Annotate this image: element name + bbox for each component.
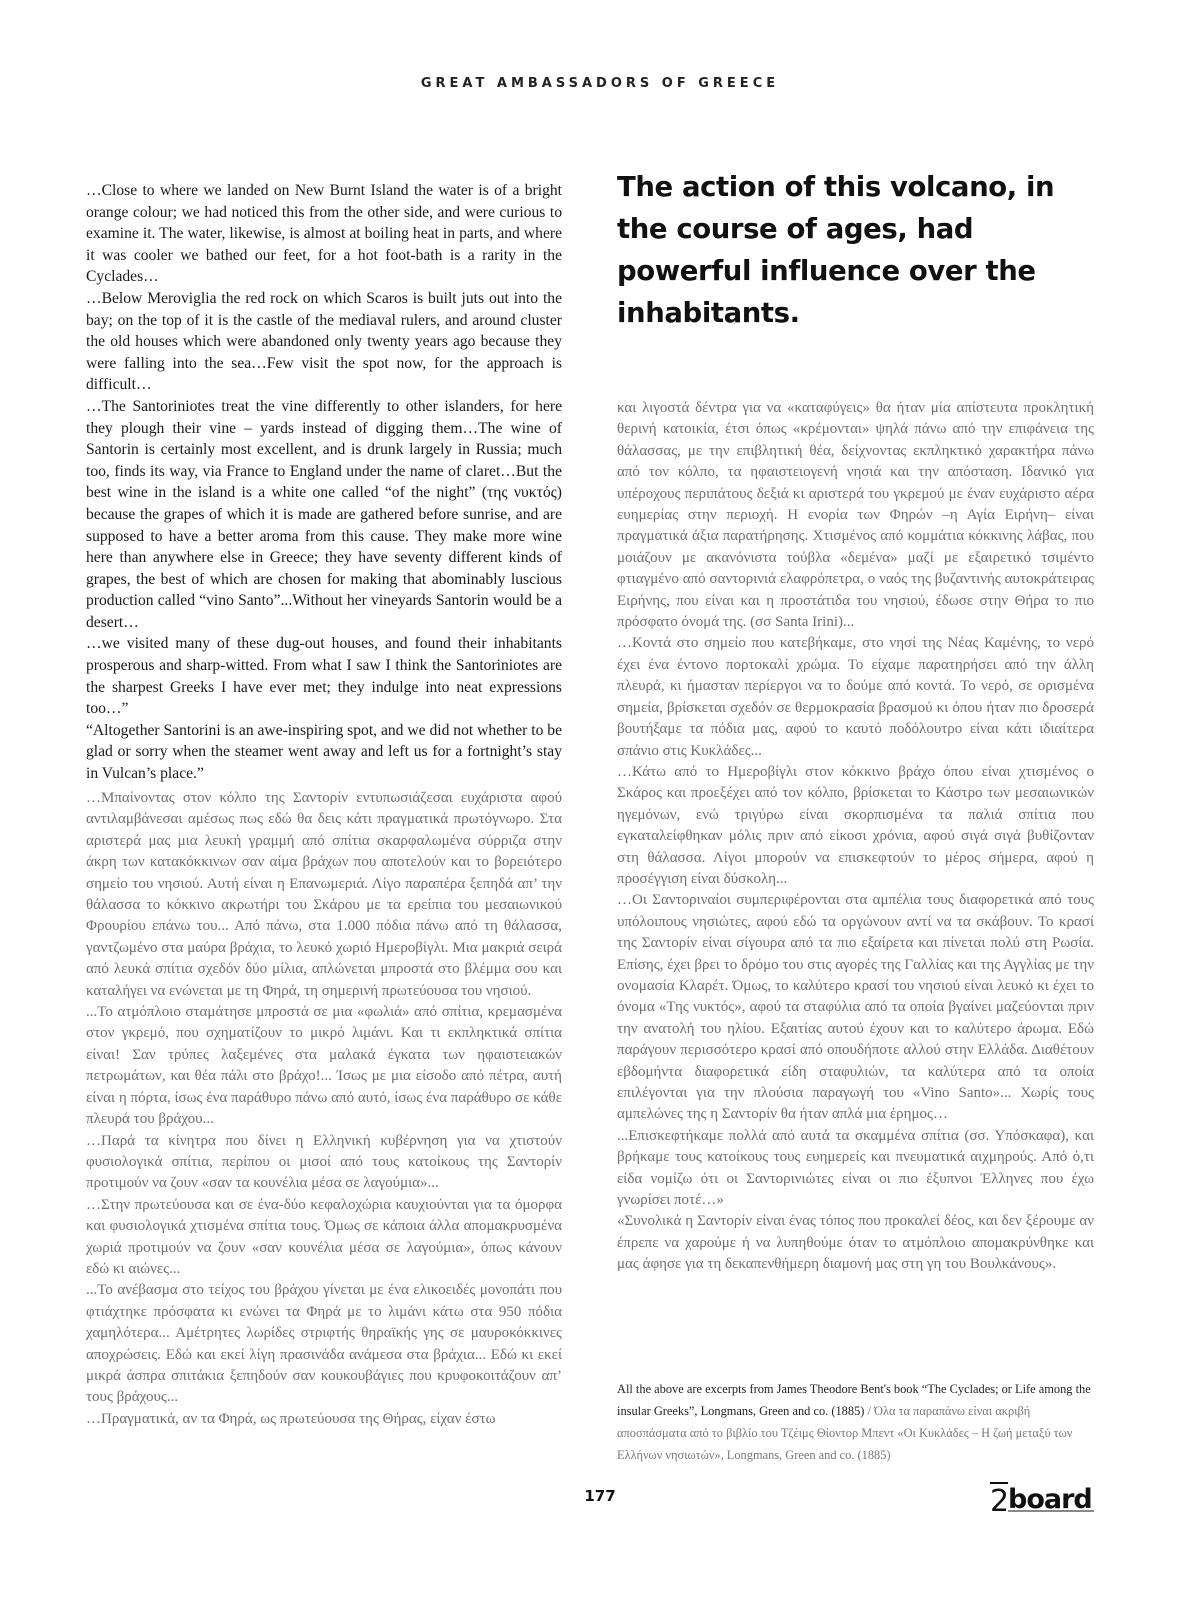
english-text-column — [86, 180, 562, 785]
running-title: GREAT AMBASSADORS OF GREECE — [420, 76, 780, 91]
greek-text-column-right — [617, 398, 1094, 1276]
2board-logo — [990, 1477, 1100, 1513]
english-paragraph: …Below Meroviglia the red rock on which Scaros is built juts out into the bay; on the top of it is the castle of the mediaval rulers, and around cluster the old houses which were abandoned only twenty years ago because they were falling into the sea…Few visit the spot now, for the approach is difficult… — [86, 289, 562, 394]
greek-paragraph: …Παρά τα κίνητρα που δίνει η Ελληνική κυβέρνηση για να χτιστούν φυσιολογικά σπίτια, περίπου οι μισοί από τους κατοίκους της Σαντορίν προτιμούν να ζουν «σαν τα κουνέλια μέσα σε λαγούμια»... — [86, 1132, 562, 1192]
greek-paragraph: …Στην πρωτεύουσα και σε ένα-δύο κεφαλοχώρια καυχιούνται για τα όμορφα και φυσιολογικά χτισμένα σπίτια τους. Όμως σε κάποια άλλα απομακρυσμένα χωριά προτιμούν να ζουν «σαν κουνέλια μέσα σε λαγούμια», όπως κάνουν εδώ κι αιώνες... — [86, 1196, 562, 1277]
pull-quote: The action of this volcano, in the course of ages, had powerful influence over the inhabitants. — [617, 171, 1055, 329]
source-footnote — [617, 1378, 1094, 1466]
footnote-greek: / Όλα τα παραπάνω είναι ακριβή αποσπάσματα από το βιβλίο του Τζέιμς Θίοντορ Μπεντ «Οι Κυκλάδες – Η ζωή μεταξύ των Ελλήνων νησιωτών», Longmans, Green and co. (1885) — [617, 1404, 1073, 1462]
greek-paragraph: ...Επισκεφτήκαμε πολλά από αυτά τα σκαμμένα σπίτια (σσ. Υπόσκαφα), και βρήκαμε τους κατοίκους τους ευημερείς και πνευματικά αιχμηρούς. Από ό,τι είδα νομίζω ότι οι Σαντορινιώτες είναι οι πιο έξυπνοι Έλληνες που έχω γνωρίσει ποτέ…» — [617, 1127, 1094, 1209]
greek-paragraph: …Κάτω από το Ημεροβίγλι στον κόκκινο βράχο όπου είναι χτισμένος ο Σκάρος και προεξέχει από τον κόλπο, βρίσκεται το Κάστρο των μεσαιωνικών ηγεμόνων, ενώ τριγύρω είναι σκορπισμένα τα παλιά σπίτια που εγκαταλείφθηκαν μόλις πριν από είκοσι χρόνια, αφού σιγά σιγά βυθίζονταν στη θάλασσα. Λίγοι μπορούν να επισκεφτούν το μέρος σήμερα, αφού η προσέγγιση είναι δύσκολη... — [617, 763, 1094, 887]
english-paragraph: …The Santoriniotes treat the vine differently to other islanders, for here they plough their vine – yards instead of digging them…The wine of Santorin is certainly most excellent, and is drunk largely in Russia; much too, finds its way, via France to England under the name of claret…But the best wine in the island is a white one called “of the night” (της νυκτός) because the grapes of which it is made are gathered before sunrise, and are supposed to have a better aroma from this cause. They make more wine here than anywhere else in Greece; they have seventy different kinds of grapes, the best of which are chosen for making that abominably luscious production called “vino Santo”...Without her vineyards Santorin would be a desert… — [86, 397, 562, 631]
logo-word: board — [1008, 1484, 1092, 1513]
english-paragraph: “Altogether Santorini is an awe-inspiring spot, and we did not whether to be glad or sorry when the steamer went away and left us for a fortnight’s stay in Vulcan’s place.” — [86, 721, 562, 783]
english-paragraph: …we visited many of these dug-out houses, and found their inhabitants prosperous and sharp-witted. From what I saw I think the Santoriniotes are the sharpest Greeks I have ever met; they indulge into neat expressions too…” — [86, 635, 562, 718]
greek-text-column-left — [86, 788, 562, 1430]
greek-paragraph: …Πραγματικά, αν τα Φηρά, ως πρωτεύουσα της Θήρας, είχαν έστω — [86, 1410, 496, 1427]
footnote-english: All the above are excerpts from James Theodore Bent's book “The Cyclades; or Life among the insular Greeks”, Longmans, Green and co. (1885) — [617, 1382, 1091, 1418]
greek-paragraph: …Κοντά στο σημείο που κατεβήκαμε, στο νησί της Νέας Καμένης, το νερό έχει ένα έντονο πορτοκαλί χρώμα. Το είχαμε παρατηρήσει από την άλλη πλευρά, κι ήμασταν περίεργοι να το δούμε από κοντά. Το νερό, σε ορισμένα σημεία, βρίσκεται σχεδόν σε θερμοκρασία βρασμού κι όπου ήταν πιο δροσερά βουτήξαμε τα πόδια μας, αφού το καυτό ποδόλουτρο είναι κάτι ιδιαίτερα σπάνιο στις Κυκλάδες... — [617, 635, 1094, 759]
greek-paragraph: ...Το ανέβασμα στο τείχος του βράχου γίνεται με ένα ελικοειδές μονοπάτι που φτιάχτηκε πρόσφατα κι ενώνει τα Φηρά με το λιμάνι κάτω στα 950 πόδια χαμηλότερα... Αμέτρητες λωρίδες στριφτής θηραϊκής γης σε μαυροκόκκινες αποχρώσεις. Εδώ και εκεί λίγη πρασινάδα ανάμεσα στα βράχια... Εδώ κι εκεί μικρά άσπρα σπιτάκια ξεπηδούν σαν κουκουβάγιες που κρυφοκοιτάζουν απ’ τους βράχους... — [86, 1282, 562, 1406]
greek-paragraph: …Οι Σαντοριναίοι συμπεριφέρονται στα αμπέλια τους διαφορετικά από τους υπόλοιπους νησιώτες, αφού εδώ τα οργώνουν αντί να τα σκάβουν. Το κρασί της Σαντορίν είναι σίγουρα από τα πιο εξαίρετα και πίνεται πολύ στη Ρωσία. Επίσης, έχει βρει το δρόμο του στις αγορές της Γαλλίας και της Αγγλίας με την ονομασία Κλαρέτ. Όμως, το καλύτερο κρασί του νησιού είναι λευκό κι έχει το όνομα «Της νυκτός», αφού τα σταφύλια από τα οποία βγαίνει μαζεύονται πριν την ανατολή του ηλίου. Εξαιτίας αυτού έχουν και το καλύτερο άρωμα. Εδώ παράγουν περισσότερο κρασί από οπουδήποτε αλλού στην Ελλάδα. Διαθέτουν εβδομήντα διαφορετικά είδη σταφυλιών, τα καλύτερα από τα οποία επιλέγονται για την πλούσια παραγωγή του «Vino Santo»... Χωρίς τους αμπελώνες της η Σαντορίν θα ήταν απλά μια έρημος… — [617, 892, 1094, 1123]
greek-paragraph: …Μπαίνοντας στον κόλπο της Σαντορίν εντυπωσιάζεσαι ευχάριστα αφού αντιλαμβάνεσαι αμέσως πως εδώ θα δεις κάτι πραγματικά πρωτόγνωρο. Στα αριστερά μας μια λευκή γραμμή από σπίτια σκαρφαλωμένα σύρριζα στην άκρη των κατακόκκινων σαν αίμα βράχων που αποτελούν και το βορειότερο σημείο του νησιού. Αυτή είναι η Επανωμεριά. Λίγο παραπέρα ξεπηδά απ’ την θάλασσα το κόκκινο ακρωτήρι του Σκάρου με τα ερείπια του μεσαιωνικού Φρουρίου επάνω του... Από πάνω, στα 1.000 πόδια πάνω από τη θάλασσα, γαντζωμένο στα μαύρα βράχια, το λευκό χωριό Ημεροβίγλι. Μια μακριά σειρά από λευκά σπίτια σχεδόν δύο μίλια, απλώνεται μπροστά στο βλέμμα σου και καταλήγει να ενώνεται με τη Φηρά, τη σημερινή πρωτεύουσα του νησιού. — [86, 790, 562, 999]
page-number: 177 — [584, 1487, 616, 1505]
greek-paragraph: «Συνολικά η Σαντορίν είναι ένας τόπος που προκαλεί δέος, και δεν ξέρουμε αν έπρεπε να χαρούμε ή να λυπηθούμε όταν το ατμόπλοιο απομακρύνθηκε και μας άφησε για τη δεκαπενθήμερη διαμονή μας στη γη του Βουλκάνους». — [617, 1213, 1094, 1273]
logo-numeral: 2 — [990, 1484, 1010, 1513]
greek-paragraph: ...Το ατμόπλοιο σταμάτησε μπροστά σε μια «φωλιά» από σπίτια, κρεμασμένα στον γκρεμό, που σχηματίζουν το μικρό λιμάνι. Και τι εκπληκτικά σπίτια είναι! Σαν τρύπες λαξεμένες στα μαλακά έγκατα των ηφαιστειακών πετρωμάτων, και θέα πάλι στο βράχο!... Ίσως με μια είσοδο από πέτρα, αυτή είναι η πόρτα, ίσως ένα παράθυρο πάνω από αυτό, ίσως ένα παράθυρο σε κάθε πλευρά του βράχου... — [86, 1004, 562, 1128]
greek-paragraph: και λιγοστά δέντρα για να «καταφύγεις» θα ήταν μία απίστευτα προκλητική θερινή κατοικία, έτσι όπως «κρέμονται» ψηλά πάνω από την επιφάνεια της θάλασσας, με την επιβλητική θέα, δείχνοντας εκπληκτικό χαρακτήρα πάνω από τον κόλπο, τα ηφαιστειογενή νησιά και την απόσταση. Ιδανικό για υπέροχους περιπάτους δεξιά κι αριστερά του γκρεμού με έναν ευχάριστο αέρα ευημερίας στην περιοχή. Η ενορία των Φηρών –η Αγία Ειρήνη– είναι πραγματικά άξια παρατήρησης. Χτισμένος από κομμάτια κόκκινης λάβας, που μοιάζουν με ακανόνιστα τούβλα «δεμένα» μαζί με εξαιρετικό τσιμέντο φτιαγμένο από σαντορινιά ελαφρόπετρα, ο ναός της βυζαντινής αυτοκράτειρας Ειρήνης, που είναι και η προστάτιδα του νησιού, έδωσε στην Θήρα το πιο πρόσφατο όνομά της. (σσ Santa Irini)... — [617, 400, 1094, 631]
english-paragraph: …Close to where we landed on New Burnt Island the water is of a bright orange colour; we had noticed this from the other side, and were curious to examine it. The water, likewise, is almost at boiling heat in parts, and where it was cooler we bathed our feet, for a hot foot-bath is a rarity in the Cyclades… — [86, 182, 562, 286]
